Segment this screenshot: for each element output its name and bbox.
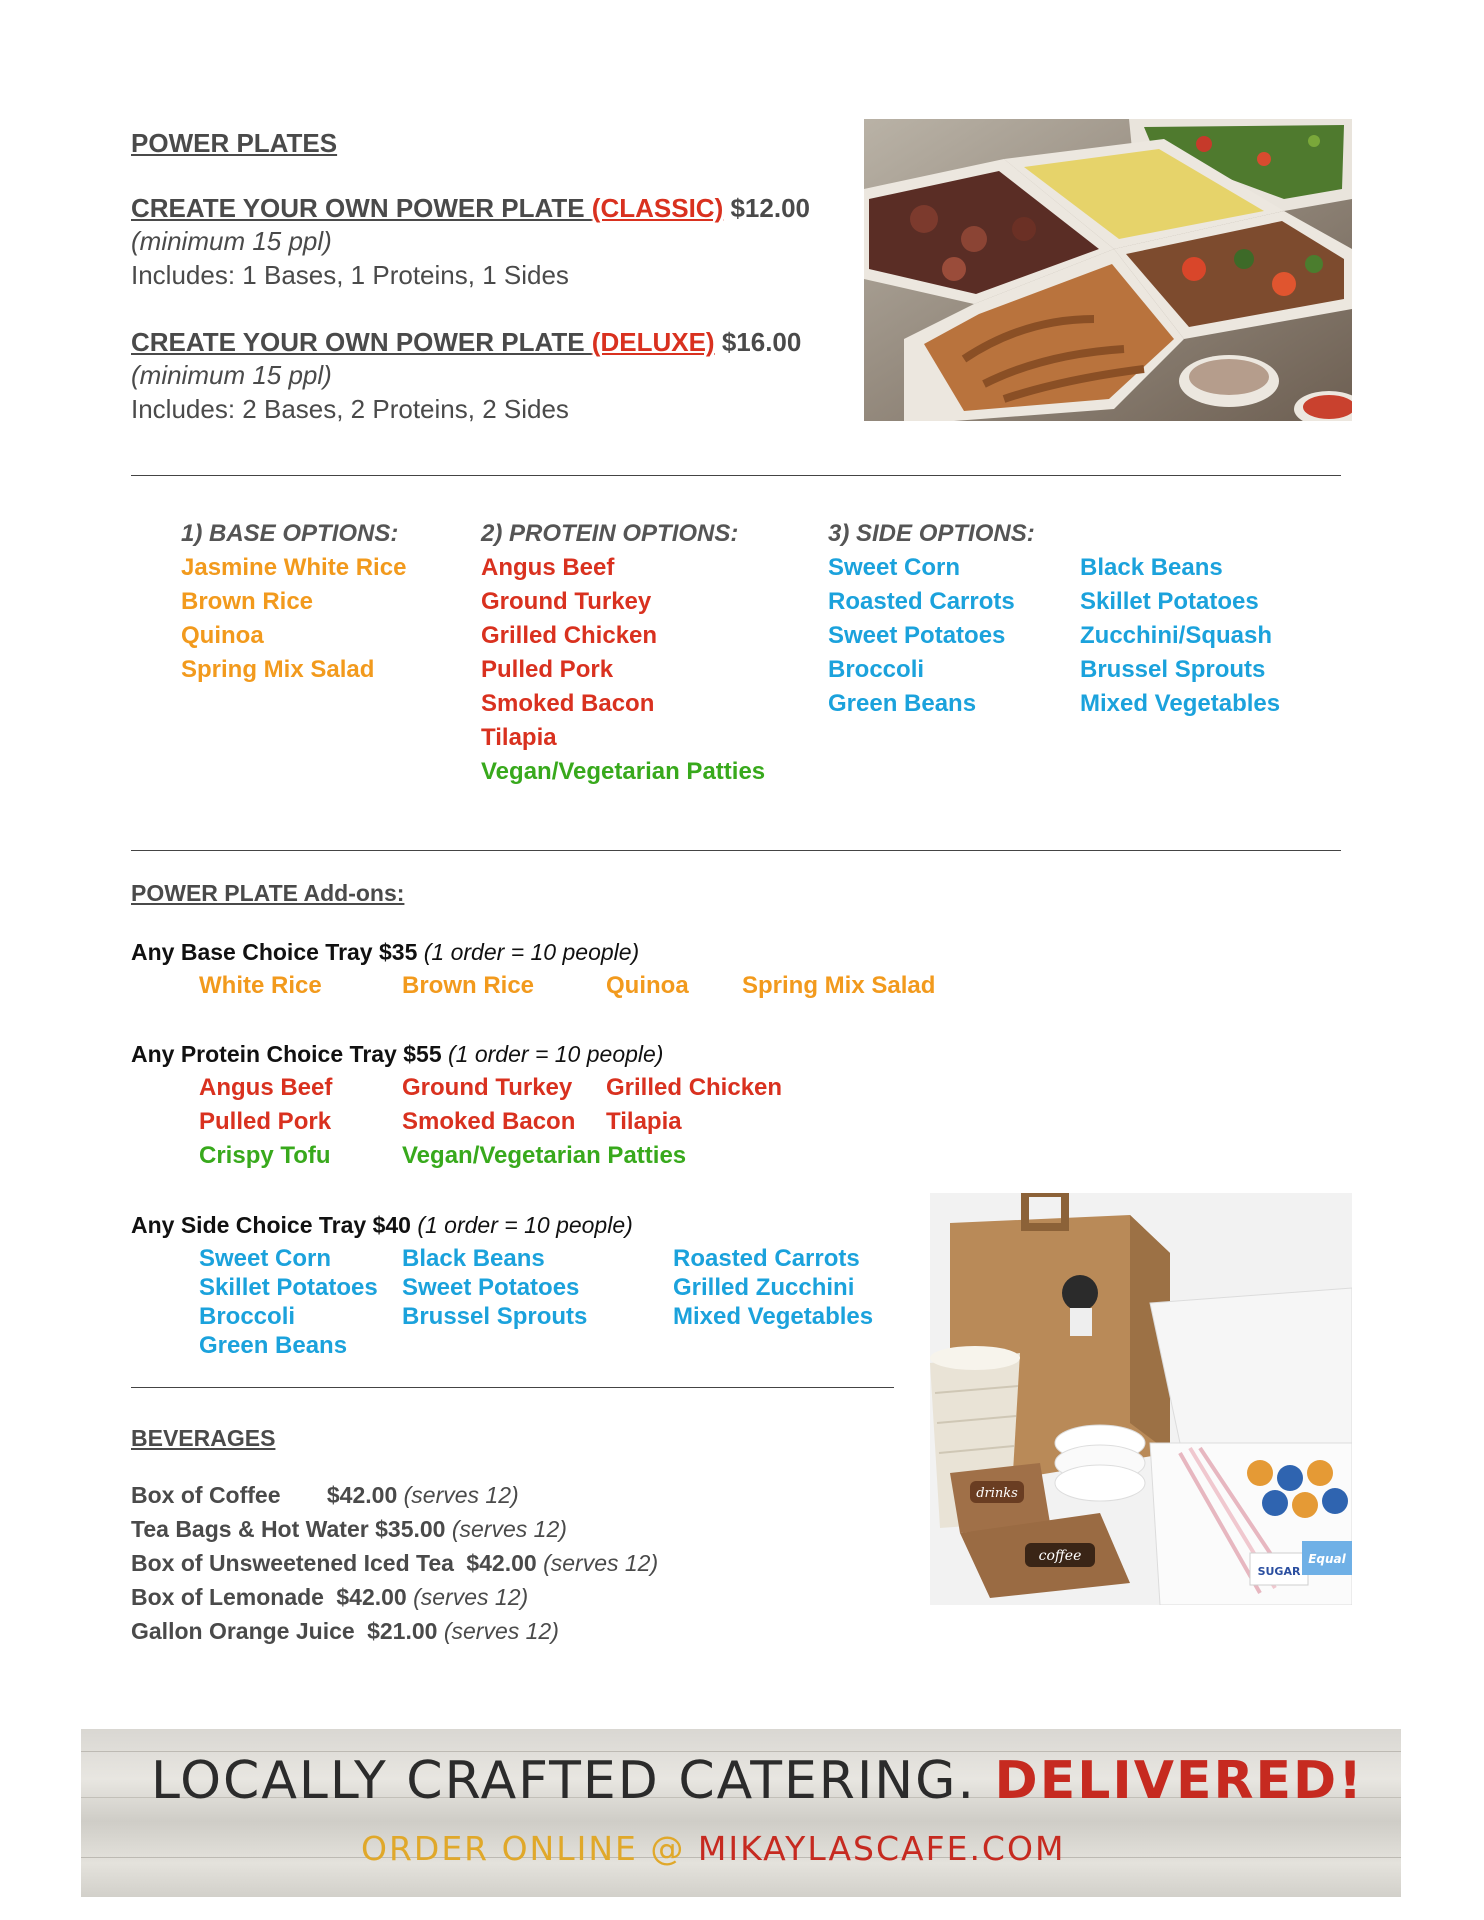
side-options-column-2	[1080, 551, 1280, 721]
protein-tray-label: Any Protein Choice Tray $55	[131, 1041, 442, 1067]
side-tray-item: Brussel Sprouts	[402, 1303, 588, 1330]
deluxe-plate-tag: (DELUXE)	[591, 327, 715, 357]
beverage-name: Gallon Orange Juice	[131, 1618, 355, 1644]
addons-title: POWER PLATE Add-ons:	[131, 880, 405, 906]
protein-option-item: Ground Turkey	[481, 588, 652, 615]
beverage-name: Box of Lemonade	[131, 1584, 324, 1610]
equal-packet-label: Equal	[1308, 1552, 1346, 1566]
beverage-item	[131, 1478, 519, 1512]
food-trays-photo	[864, 119, 1352, 421]
protein-option-item: Tilapia	[481, 724, 557, 751]
protein-tray-item: Tilapia	[606, 1108, 682, 1135]
classic-plate-name: CREATE YOUR OWN POWER PLATE	[131, 193, 592, 223]
beverage-price: $42.00	[336, 1584, 407, 1610]
protein-option-item: Pulled Pork	[481, 656, 614, 683]
banner-headline-accent: DELIVERED!	[994, 1751, 1364, 1811]
side-options-header: 3) SIDE OPTIONS:	[828, 520, 1035, 547]
base-options-column	[181, 517, 406, 687]
protein-tray-line	[131, 1037, 663, 1071]
deluxe-plate-includes: Includes: 2 Bases, 2 Proteins, 2 Sides	[131, 394, 569, 424]
deluxe-plate-minimum: (minimum 15 ppl)	[131, 360, 332, 390]
beverage-name: Tea Bags & Hot Water	[131, 1516, 369, 1542]
deluxe-plate-price: $16.00	[721, 327, 802, 357]
side-option-item: Sweet Potatoes	[828, 622, 1006, 649]
beverage-serves: (serves 12)	[543, 1550, 659, 1576]
protein-option-item: Vegan/Vegetarian Patties	[481, 758, 766, 785]
banner-order-line	[361, 1829, 1065, 1868]
banner-website-link[interactable]: MIKAYLASCAFE.COM	[697, 1829, 1066, 1868]
protein-tray-item: Grilled Chicken	[606, 1074, 783, 1101]
side-tray-item: Green Beans	[199, 1332, 348, 1359]
classic-plate-line	[131, 191, 810, 225]
side-option-item: Zucchini/Squash	[1080, 622, 1273, 649]
section-divider-2	[131, 850, 1341, 851]
beverage-price: $21.00	[367, 1618, 438, 1644]
base-option-item: Spring Mix Salad	[181, 656, 375, 683]
beverage-item	[131, 1580, 528, 1614]
protein-tray-item: Crispy Tofu	[199, 1142, 331, 1169]
base-option-item: Brown Rice	[181, 588, 314, 615]
side-option-item: Sweet Corn	[828, 554, 961, 581]
power-plates-title: POWER PLATES	[131, 128, 338, 158]
beverage-price: $42.00	[326, 1482, 398, 1508]
protein-option-item: Smoked Bacon	[481, 690, 655, 717]
side-option-item: Black Beans	[1080, 554, 1223, 581]
side-option-item: Broccoli	[828, 656, 925, 683]
beverage-item	[131, 1512, 567, 1546]
protein-options-header: 2) PROTEIN OPTIONS:	[481, 520, 739, 547]
protein-option-item: Angus Beef	[481, 554, 615, 581]
side-tray-item: Grilled Zucchini	[673, 1274, 855, 1301]
protein-option-item: Grilled Chicken	[481, 622, 658, 649]
base-tray-line	[131, 935, 639, 969]
side-option-item: Roasted Carrots	[828, 588, 1015, 615]
side-option-item: Mixed Vegetables	[1080, 690, 1281, 717]
side-tray-item: Sweet Corn	[199, 1245, 332, 1272]
banner-order-text: ORDER ONLINE @	[361, 1829, 698, 1868]
side-option-item: Green Beans	[828, 690, 977, 717]
beverage-serves: (serves 12)	[403, 1482, 519, 1508]
base-option-item: Jasmine White Rice	[181, 554, 407, 581]
base-tray-item: Spring Mix Salad	[742, 972, 936, 999]
side-tray-item: Sweet Potatoes	[402, 1274, 580, 1301]
deluxe-plate-name: CREATE YOUR OWN POWER PLATE	[131, 327, 592, 357]
base-options-header: 1) BASE OPTIONS:	[181, 520, 399, 547]
protein-options-column	[481, 517, 765, 789]
protein-tray-item: Angus Beef	[199, 1074, 333, 1101]
base-tray-item: Brown Rice	[402, 972, 535, 999]
classic-plate-tag: (CLASSIC)	[591, 193, 724, 223]
side-tray-item: Broccoli	[199, 1303, 296, 1330]
classic-plate-includes: Includes: 1 Bases, 1 Proteins, 1 Sides	[131, 260, 569, 290]
classic-plate-minimum: (minimum 15 ppl)	[131, 226, 332, 256]
side-tray-item: Black Beans	[402, 1245, 545, 1272]
protein-tray-item: Smoked Bacon	[402, 1108, 576, 1135]
side-option-item: Skillet Potatoes	[1080, 588, 1259, 615]
beverage-serves: (serves 12)	[413, 1584, 529, 1610]
protein-tray-item: Ground Turkey	[402, 1074, 573, 1101]
base-tray-item: White Rice	[199, 972, 322, 999]
beverage-name: Box of Coffee	[131, 1482, 281, 1508]
beverages-title: BEVERAGES	[131, 1425, 276, 1451]
protein-tray-item: Pulled Pork	[199, 1108, 332, 1135]
base-tray-item: Quinoa	[606, 972, 689, 999]
section-divider-1	[131, 475, 1341, 476]
banner-headline	[151, 1751, 1364, 1811]
coffee-sleeve-label: coffee	[1038, 1548, 1082, 1564]
drinks-sleeve-label: drinks	[976, 1486, 1018, 1501]
beverage-item	[131, 1614, 559, 1648]
beverage-price: $42.00	[466, 1550, 537, 1576]
side-tray-item: Mixed Vegetables	[673, 1303, 874, 1330]
side-tray-line	[131, 1208, 633, 1242]
side-tray-note: (1 order = 10 people)	[417, 1212, 633, 1238]
deluxe-plate-line	[131, 325, 801, 359]
base-tray-label: Any Base Choice Tray $35	[131, 939, 418, 965]
classic-plate-price: $12.00	[730, 193, 810, 223]
side-tray-item: Roasted Carrots	[673, 1245, 860, 1272]
base-tray-note: (1 order = 10 people)	[423, 939, 640, 965]
protein-tray-note: (1 order = 10 people)	[448, 1041, 664, 1067]
side-option-item: Brussel Sprouts	[1080, 656, 1266, 683]
side-tray-item: Skillet Potatoes	[199, 1274, 378, 1301]
banner-headline-text: LOCALLY CRAFTED CATERING.	[151, 1751, 995, 1811]
sugar-packet-label: SUGAR	[1257, 1565, 1301, 1578]
catering-banner	[81, 1729, 1401, 1897]
beverage-name: Box of Unsweetened Iced Tea	[131, 1550, 454, 1576]
protein-tray-item: Vegan/Vegetarian Patties	[402, 1142, 687, 1169]
section-divider-3	[131, 1387, 894, 1388]
beverage-serves: (serves 12)	[443, 1618, 559, 1644]
beverage-item	[131, 1546, 658, 1580]
beverage-price: $35.00	[375, 1516, 446, 1542]
base-option-item: Quinoa	[181, 622, 264, 649]
side-options-column-1	[828, 517, 1035, 721]
side-tray-label: Any Side Choice Tray $40	[131, 1212, 411, 1238]
coffee-service-photo	[930, 1193, 1352, 1605]
beverage-serves: (serves 12)	[451, 1516, 567, 1542]
